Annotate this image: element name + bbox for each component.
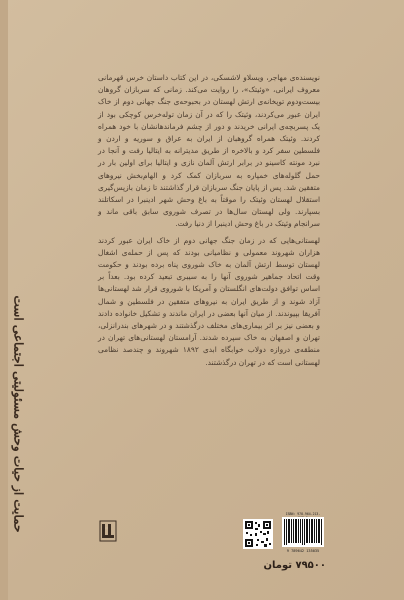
qr-code-svg <box>243 519 273 549</box>
qr-code-icon <box>243 519 273 549</box>
barcode-number: 9 789642 135035 <box>286 549 320 553</box>
blurb-paragraph-2: لهستانی‌هایی که در زمان جنگ جهانی دوم از خاک ایران عبور کردند هزاران شهروند معمولی و نظامیانی بودند که پس از حمله‌ی اشغال لهستان توسط ارتش آلمان به خاک شوروی پناه برده بودند و حکومت وقت اتحاد جماهیر شوروی آنها را به سیبری تبعید کرده بود. بعداً بر اساس توافق دولت‌های انگلستان و آمریکا با شوروی قرار شد لهستانی‌ها آزاد شوند و از طریق ایران به نیروهای متفقین در فلسطین و شمال آفریقا بپیوندند. از میان آنها بعضی در ایران ماندند و تشکیل خانواده دادند و بعضی نیز بر اثر بیماری‌های مختلف درگذشتند و در شهرهای بندرانزلی، تهران و اصفهان به خاک سپرده شدند. آرامستان لهستانی‌های تهران در منطقه‌ی دروازه دولاب خوابگاه ابدی ۱۸۹۲ شهروند و چندصد نظامی لهستانی است که در تهران درگذشتند. <box>98 235 320 367</box>
publisher-logo-icon <box>99 520 117 542</box>
vertical-slogan <box>4 232 32 596</box>
price-label: ۷۹۵۰۰ تومان <box>263 560 326 571</box>
publisher-logo-svg <box>99 520 117 542</box>
isbn-text: ISBN: 978-964-213- <box>285 512 321 516</box>
blurb-text <box>98 72 320 373</box>
barcode-svg <box>282 517 324 547</box>
barcode-icon <box>282 517 324 547</box>
blurb-paragraph-1: نویسنده‌ی مهاجر، ویسلاو لاشسکی، در این کتاب داستان خرس قهرمانی معروف ایرانی، «وئیتک»، را روایت می‌کند. زمانی که سربازان گروهان بیست‌ودوم توپخانه‌ی ارتش لهستان در بحبوحه‌ی جنگ جهانی دوم از خاک ایران عبور می‌کردند، وئیتک را که در آن زمان توله‌خرس کوچکی بود از یک پسربچه‌ی ایرانی خریدند و دور از چشم فرماندهانشان با خود همراه کردند. وئیتک همراه گروهبان از ایران به عراق و سوریه و اردن و فلسطین سفر کرد و بالاخره از طریق مدیترانه به ایتالیا رفت و آنجا در نبرد مونته کاسینو در برابر ارتش آلمان نازی و ایتالیا برای اولین بار در حمل گلوله‌های خمپاره به سربازان کمک کرد و الهام‌بخش نیروهای متفقین شد. پس از پایان جنگ سربازان قرار گذاشتند تا زمان بازپس‌گیری استقلال لهستان وئیتک را موقتاً به باغ وحش شهر ادینبرا در اسکاتلند بسپارند. ولی لهستان سال‌ها در تصرف شوروی سابق باقی ماند و سرانجام وئیتک در باغ وحش ادینبرا از دنیا رفت. <box>98 73 320 229</box>
vertical-slogan-text: حمایت از حیات وحش مسئولیتی اجتماعی است <box>11 295 25 533</box>
